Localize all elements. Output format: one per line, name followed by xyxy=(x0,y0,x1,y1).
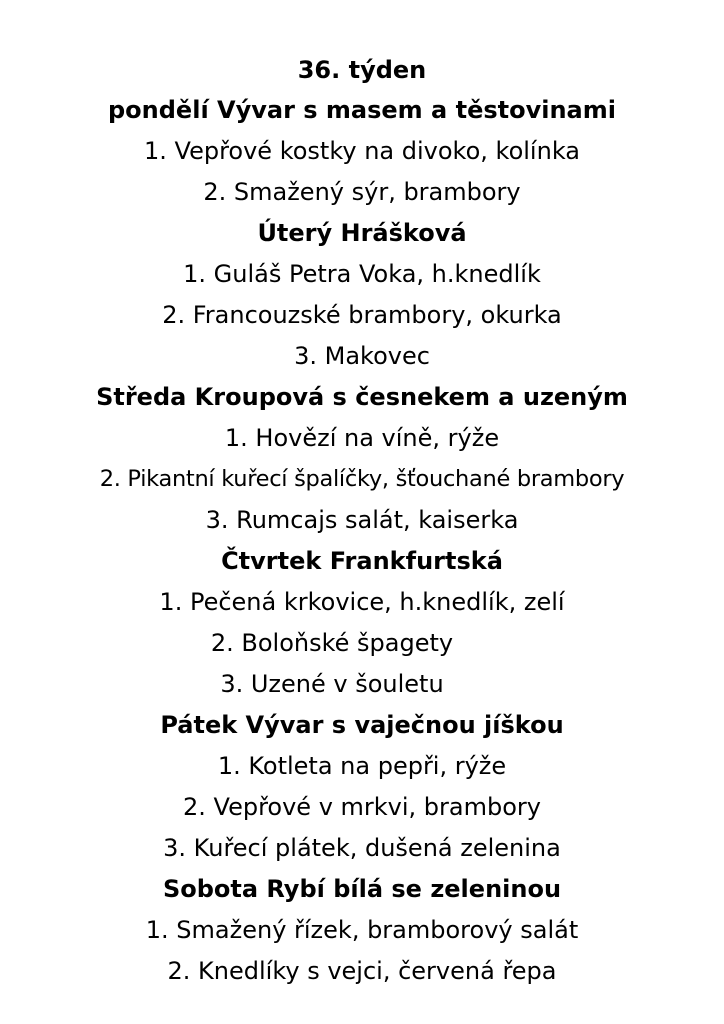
menu-item: 2. Boloňské špagety xyxy=(210,629,454,657)
day-heading-friday: Pátek Vývar s vaječnou jíškou xyxy=(160,711,564,739)
menu-item: 1. Pečená krkovice, h.knedlík, zelí xyxy=(159,588,565,616)
menu-item: 2. Vepřové v mrkvi, brambory xyxy=(183,793,541,821)
menu-item: 1. Kotleta na pepři, rýže xyxy=(217,752,507,780)
day-heading-wednesday: Středa Kroupová s česnekem a uzeným xyxy=(96,383,628,411)
menu-item: 3. Kuřecí plátek, dušená zelenina xyxy=(163,834,561,862)
menu-item: 2. Smažený sýr, brambory xyxy=(203,178,521,206)
menu-item: 1. Hovězí na víně, rýže xyxy=(224,424,500,452)
menu-item: 3. Makovec xyxy=(294,342,430,370)
day-heading-monday: pondělí Vývar s masem a těstovinami xyxy=(108,96,616,124)
week-title: 36. týden xyxy=(297,56,427,84)
day-heading-thursday: Čtvrtek Frankfurtská xyxy=(221,547,503,575)
menu-item: 2. Francouzské brambory, okurka xyxy=(162,301,562,329)
day-heading-saturday: Sobota Rybí bílá se zeleninou xyxy=(162,875,562,903)
menu-item: 1. Guláš Petra Voka, h.knedlík xyxy=(183,260,541,288)
menu-item: 2. Knedlíky s vejci, červená řepa xyxy=(167,957,557,985)
day-heading-tuesday: Úterý Hrášková xyxy=(257,219,467,247)
menu-item: 1. Smažený řízek, bramborový salát xyxy=(145,916,579,944)
menu-item: 3. Uzené v šouletu xyxy=(220,670,444,698)
menu-item: 2. Pikantní kuřecí špalíčky, šťouchané brambory xyxy=(99,466,625,492)
menu-item: 1. Vepřové kostky na divoko, kolínka xyxy=(144,137,580,165)
menu-item: 3. Rumcajs salát, kaiserka xyxy=(205,506,519,534)
